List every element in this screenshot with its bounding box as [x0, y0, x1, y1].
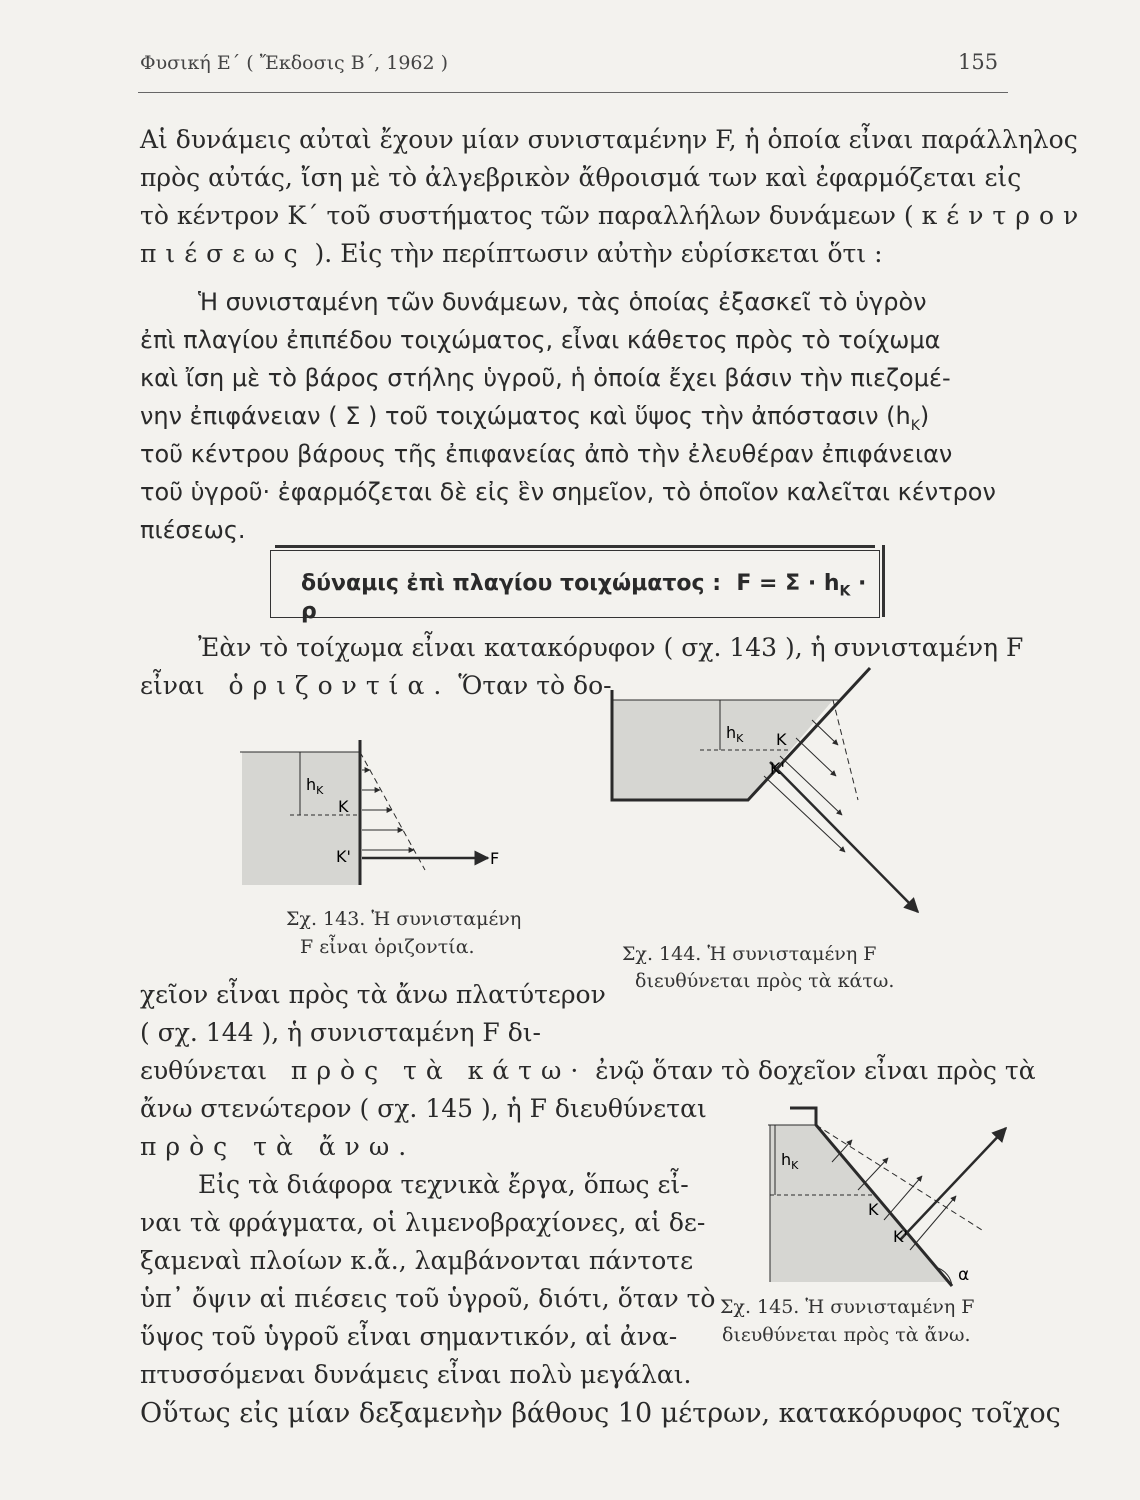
fig145-arrow — [858, 1158, 888, 1190]
para4-line3: ξαμεναὶ πλοίων κ.ἄ., λαμβάνονται πάντοτε — [140, 1246, 694, 1275]
fig143-caption1: Σχ. 143. Ἡ συνισταμένη — [286, 908, 522, 930]
para3-line1: Ἐὰν τὸ τοίχωμα εἶναι κατακόρυφον ( σχ. 143 ), ἡ συνισταμένη F — [198, 633, 1024, 662]
para4-line5: ὕψος τοῦ ὑγροῦ εἶναι σημαντικόν, αἱ ἀνα- — [140, 1322, 678, 1351]
fig144-caption1: Σχ. 144. Ἡ συνισταμένη F — [622, 943, 877, 965]
para3-line6: ἄνω στενώτερον ( σχ. 145 ), ἡ F διευθύνεται — [140, 1094, 707, 1123]
para1-line2: πρὸς αὐτάς, ἴση μὲ τὸ ἀλγεβρικὸν ἄθροισμά των καὶ ἐφαρμόζεται εἰς — [140, 163, 1022, 192]
emph-orizontia: ὁριζοντία. — [228, 671, 451, 700]
fig145-label-kp: K' — [893, 1227, 908, 1246]
para2-line1: Ἡ συνισταμένη τῶν δυνάμεων, τὰς ὁποίας ἐξασκεῖ τὸ ὑγρὸν — [198, 288, 927, 316]
fig143-diagram — [240, 740, 499, 885]
fig144-pressure-envelope — [833, 700, 858, 800]
formula: δύναμις ἐπὶ πλαγίου τοιχώματος : $F = \Sigma \cdot h_K \cdot \rho$ — [301, 571, 867, 625]
emph-kentron: κέντρον — [921, 201, 1088, 230]
page-number: 155 — [958, 50, 999, 74]
fig145-diagram — [768, 1108, 1006, 1286]
para3-line7: πρὸς τὰ ἄνω. — [140, 1132, 416, 1161]
fig143-label-k: K — [338, 797, 349, 816]
fig143-caption2: F εἶναι ὁριζοντία. — [300, 936, 475, 958]
para3-line4: ( σχ. 144 ), ἡ συνισταμένη F δι- — [140, 1018, 542, 1047]
fig144-caption2: διευθύνεται πρὸς τὰ κάτω. — [635, 970, 895, 992]
para2-line7: πιέσεως. — [140, 516, 246, 544]
fig145-label-h: $h_K$ — [781, 1150, 799, 1172]
para2-line4: νην ἐπιφάνειαν ( Σ ) τοῦ τοιχώματος καὶ ὕψος τὴν ἀπόστασιν $(h_K)$ — [140, 402, 930, 434]
fig144-arrow — [812, 720, 838, 745]
para2-line5: τοῦ κέντρου βάρους τῆς ἐπιφανείας ἀπὸ τὴν ἐλευθέραν ἐπιφάνειαν — [140, 440, 953, 468]
fig143-label-h: $h_K$ — [306, 775, 324, 797]
fig144-arrow — [764, 776, 845, 852]
para4-line1: Εἰς τὰ διάφορα τεχνικὰ ἔργα, ὅπως εἶ- — [198, 1170, 689, 1199]
fig145-caption2: διευθύνεται πρὸς τὰ ἄνω. — [722, 1324, 971, 1346]
fig144-diagram — [612, 668, 918, 912]
fig145-caption1: Σχ. 145. Ἡ συνισταμένη F — [720, 1296, 975, 1318]
para4-line7: Οὕτως εἰς μίαν δεξαμενὴν βάθους 10 μέτρων, κατακόρυφος τοῖχος — [140, 1398, 1061, 1429]
fig144-resultant-arrow — [770, 762, 918, 912]
para1-line3: τὸ κέντρον Κ΄ τοῦ συστήματος τῶν παραλλήλων δυνάμεων ( κέντρον — [140, 201, 1088, 230]
para1-line1: Αἱ δυνάμεις αὐταὶ ἔχουν μίαν συνισταμένην F, ἡ ὁποία εἶναι παράλληλος — [140, 125, 1078, 154]
emph-pieseos: πιέσεως — [140, 239, 307, 268]
para3-line5: ευθύνεται πρὸς τὰ κάτω· ἐνῷ ὅταν τὸ δοχεῖον εἶναι πρὸς τὰ — [140, 1056, 1036, 1085]
para3-line2: εἶναι ὁριζοντία. Ὅταν τὸ δο- — [140, 671, 612, 700]
para2-line3: καὶ ἴση μὲ τὸ βάρος στήλης ὑγροῦ, ἡ ὁποία ἔχει βάσιν τὴν πιεζομέ- — [140, 364, 951, 392]
fig143-label-f: F — [490, 849, 500, 868]
fig145-liquid — [770, 1125, 948, 1282]
para4-line2: ναι τὰ φράγματα, οἱ λιμενοβραχίονες, αἱ δε- — [140, 1208, 706, 1237]
fig143-label-kp: K' — [336, 847, 351, 866]
fig144-label-kp: K' — [770, 759, 785, 778]
para2-line2: ἐπὶ πλαγίου ἐπιπέδου τοιχώματος, εἶναι κάθετος πρὸς τὸ τοίχωμα — [140, 326, 941, 354]
para4-line6: πτυσσόμεναι δυνάμεις εἶναι πολὺ μεγάλαι. — [140, 1360, 692, 1389]
fig144-label-h: $h_K$ — [726, 723, 744, 745]
fig145-arrow — [884, 1176, 922, 1220]
fig144-label-k: K — [776, 730, 787, 749]
fig145-resultant-arrow — [900, 1128, 1006, 1240]
para3-line3: χεῖον εἶναι πρὸς τὰ ἄνω πλατύτερον — [140, 980, 606, 1009]
fig144-arrow — [780, 756, 842, 815]
fig145-label-k: K — [868, 1200, 879, 1219]
para2-line6: τοῦ ὑγροῦ· ἐφαρμόζεται δὲ εἰς ἓν σημεῖον, τὸ ὁποῖον καλεῖται κέντρον — [140, 478, 996, 506]
running-header: Φυσική Ε΄ ( Ἔκδοσις Β΄, 1962 ) — [140, 52, 449, 74]
para1-line4: πιέσεως ). Εἰς τὴν περίπτωσιν αὐτὴν εὑρίσκεται ὅτι : — [140, 239, 883, 268]
fig144-arrow — [796, 738, 836, 776]
para4-line4: ὑπ᾽ ὄψιν αἱ πιέσεις τοῦ ὑγροῦ, διότι, ὅταν τὸ — [140, 1284, 716, 1313]
fig145-label-a: α — [958, 1265, 970, 1285]
